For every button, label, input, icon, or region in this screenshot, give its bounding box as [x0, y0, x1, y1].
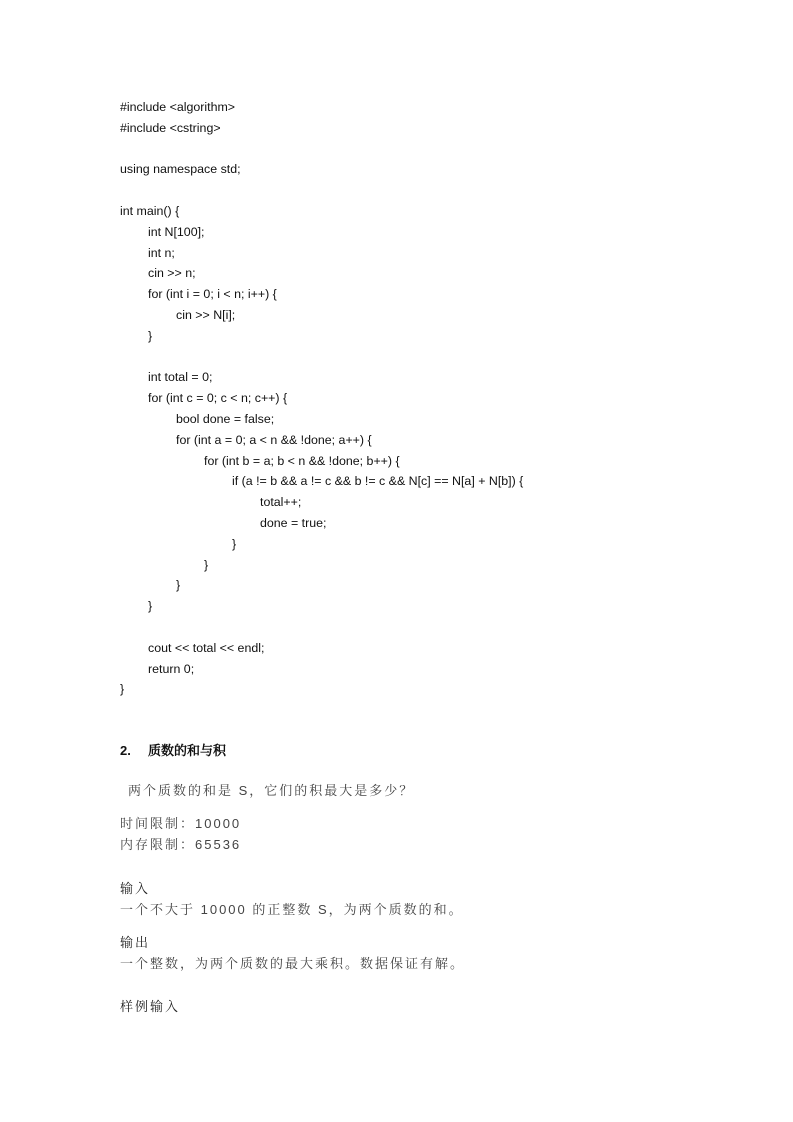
code-line: int total = 0;	[148, 370, 213, 385]
code-line: int n;	[148, 245, 175, 260]
code-line: int main() {	[120, 203, 180, 218]
code-line: if (a != b && a != c && b != c && N[c] == N[a] + N[b]) {	[232, 474, 524, 489]
code-line: }	[120, 682, 125, 697]
memory-limit: 内存限制：65536	[120, 837, 242, 852]
code-line: }	[176, 578, 181, 593]
code-line: for (int b = a; b < n && !done; b++) {	[204, 453, 400, 468]
code-line: cin >> n;	[148, 266, 196, 281]
code-line: for (int c = 0; c < n; c++) {	[148, 391, 288, 406]
code-line: }	[232, 536, 237, 551]
code-line: using namespace std;	[120, 162, 241, 177]
code-line	[120, 347, 523, 368]
code-line: cout << total << endl;	[148, 640, 265, 655]
code-line: for (int i = 0; i < n; i++) {	[148, 287, 277, 302]
code-line: }	[148, 328, 153, 343]
section-heading	[120, 740, 226, 759]
section-title: 质数的和与积	[148, 743, 227, 758]
code-line: #include <cstring>	[120, 120, 221, 135]
code-line: #include <algorithm>	[120, 100, 236, 114]
section-number: 2.	[120, 743, 131, 758]
code-line	[120, 617, 523, 638]
problem-statement: 两个质数的和是 S，它们的积最大是多少？	[128, 783, 415, 798]
code-block	[120, 97, 523, 700]
output-description: 一个整数，为两个质数的最大乘积。数据保证有解。	[120, 956, 466, 971]
code-line: return 0;	[148, 661, 195, 676]
code-line	[120, 180, 523, 201]
input-heading: 输入	[120, 881, 151, 896]
output-heading: 输出	[120, 935, 151, 950]
time-limit: 时间限制：10000	[120, 816, 242, 831]
code-line: }	[204, 557, 209, 572]
code-line: bool done = false;	[176, 411, 275, 426]
code-line: int N[100];	[148, 224, 205, 239]
sample-input-heading: 样例输入	[120, 999, 181, 1014]
input-description: 一个不大于 10000 的正整数 S，为两个质数的和。	[120, 902, 464, 917]
code-line	[120, 139, 523, 160]
code-line: for (int a = 0; a < n && !done; a++) {	[176, 432, 372, 447]
code-line: }	[148, 599, 153, 614]
code-line: total++;	[260, 495, 302, 510]
code-line: done = true;	[260, 515, 327, 530]
code-line: cin >> N[i];	[176, 307, 236, 322]
